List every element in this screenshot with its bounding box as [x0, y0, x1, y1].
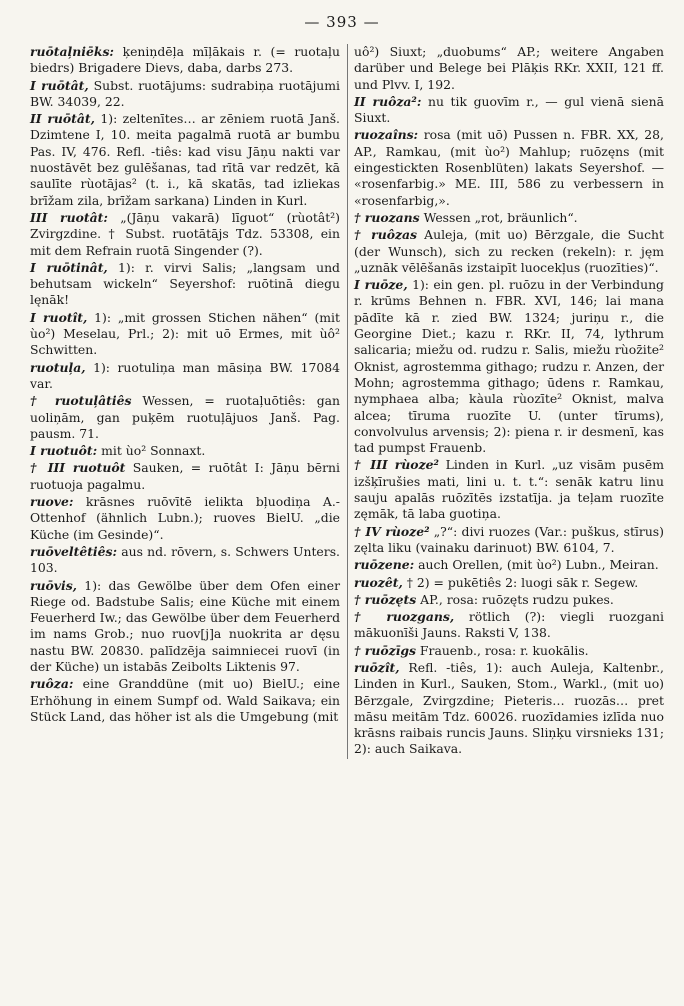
entry-headword: ruōzît,	[354, 659, 400, 675]
dictionary-entry	[354, 609, 664, 642]
entry-headword: † III ruotuôt	[30, 460, 126, 476]
entry-headword: I ruōtât,	[30, 77, 89, 93]
dictionary-entry	[354, 44, 664, 93]
entry-text: Linden in Kurl. „uz visām pusēm izšķīrušies mati, lini u. t. t.“: senāk katru linu sauju apalās ruōzītēs izstatīja. ja teļam ruozīte zęmāk, tā laba guotiņa.	[354, 457, 664, 522]
entry-text: Refl. -tiês, 1): auch Auleja, Kaltenbr., Linden in Kurl., Sauken, Stom., Warkl., (mit uo) Bērzgale, Zvirgzdine; Pieteris… ruozās… pret māsu meitām Tdz. 60026. ruozīdamies izlīda nuo krāsns raibais runcis Jauns. Sliņķu virsnieks 131; 2): auch Saikava.	[354, 659, 664, 757]
dictionary-entry	[354, 660, 664, 758]
entry-paragraph	[354, 557, 664, 573]
entry-text: eine Granddüne (mit uo) BielU.; eine Erhöhung in einem Sumpf od. Wald Saikava; ein Stück Land, das höher ist als die Umgebung (mit	[30, 676, 340, 724]
entry-headword: † IV rùoze²	[354, 523, 430, 539]
dictionary-entry	[30, 544, 340, 577]
entry-paragraph	[354, 609, 664, 642]
entry-headword: ruôza:	[30, 676, 74, 692]
dictionary-entry	[354, 592, 664, 608]
dictionary-entry	[354, 227, 664, 276]
entry-headword: † ruôzas	[354, 227, 418, 243]
entry-headword: ruove:	[30, 494, 74, 510]
entry-headword: † ruōzęts	[354, 591, 417, 607]
entry-text: auch Orellen, (mit ùo²) Lubn., Meiran.	[414, 557, 659, 573]
entry-paragraph	[30, 578, 340, 676]
entry-text: Wessen „rot, bräunlich“.	[419, 209, 578, 225]
entry-text: nu tik guovīm r., — gul vienā sienā Siuxt.	[354, 93, 664, 126]
entry-text: rosa (mit uō) Pussen n. FBR. XX, 28, AP., Ramkau, (mit ùo²) Mahlup; ruōzęns (mit eingestickten Rosenblüten) lakats Seyershof. — «rosenfarbig.» ME. III, 586 zu verbessern in «rosenfarbig,».	[354, 127, 664, 208]
dictionary-entry	[30, 494, 340, 543]
dictionary-entry	[354, 575, 664, 591]
entry-headword: † III rùoze²	[354, 457, 439, 473]
dictionary-entry	[30, 111, 340, 209]
dictionary-entry	[30, 310, 340, 359]
entry-paragraph	[354, 277, 664, 456]
entry-text: Frauenb., rosa: r. kuokālis.	[415, 642, 589, 658]
entry-headword: III ruotât:	[30, 209, 108, 225]
entry-headword: I ruōze,	[354, 277, 408, 293]
entry-headword: ruōzene:	[354, 557, 415, 573]
dictionary-entry	[30, 443, 340, 459]
entry-text: 1): r. virvi Salis; „langsam und behutsam wickeln“ Seyershof: ruōtinā diegu lęnāk!	[30, 259, 340, 308]
entry-text: uô²) Siuxt; „duobums“ AP.; weitere Angaben darüber und Belege bei Plāķis RKr. XXII, 121 ff. und Plvv. I, 192.	[354, 44, 664, 92]
entry-headword: ruōtaļniēks:	[30, 44, 114, 59]
entry-paragraph	[30, 210, 340, 259]
dictionary-entry	[354, 277, 664, 456]
entry-headword: I ruotuôt:	[30, 443, 98, 459]
entry-paragraph	[30, 676, 340, 725]
dictionary-entry	[30, 393, 340, 442]
entry-paragraph	[354, 227, 664, 276]
entry-headword: II ruôza²:	[354, 93, 422, 109]
entry-paragraph	[354, 575, 664, 591]
dictionary-entry	[354, 643, 664, 659]
entry-paragraph	[30, 260, 340, 309]
entry-text: „?“: divi ruozes (Var.: puškus, stīrus) zęlta liku (vainaku darinuot) BW. 6104, 7.	[354, 523, 664, 555]
entry-headword: ruōveltêtiês:	[30, 543, 118, 559]
entry-paragraph	[30, 78, 340, 111]
right-column	[354, 44, 664, 759]
entry-headword: † ruozgans,	[354, 609, 455, 625]
entry-paragraph	[30, 44, 340, 77]
entry-text: Auleja, (mit uo) Bērzgale, die Sucht (der Wunsch), sich zu recken (rekeln): r. jęm „uznāk vēlēšanās izstaipīt luocekļus (ruozīties)“.	[354, 227, 664, 275]
entry-text: † 2) = pukētiês 2: luogi sāk r. Segew.	[402, 574, 639, 590]
entry-paragraph	[30, 544, 340, 577]
entry-text: rötlich (?): viegli ruozgani mākuonīši Jauns. Raksti V, 138.	[354, 609, 664, 641]
entry-paragraph	[354, 457, 664, 522]
left-column	[30, 44, 340, 759]
entry-headword: I ruotît,	[30, 309, 88, 325]
entry-text: Subst. ruotājums: sudrabiņa ruotājumi BW. 34039, 22.	[30, 77, 340, 109]
entry-paragraph	[354, 592, 664, 608]
entry-paragraph	[30, 310, 340, 359]
entry-paragraph	[354, 643, 664, 659]
page-number: — 393 —	[304, 13, 380, 31]
dictionary-entry	[354, 524, 664, 557]
two-column-body	[30, 44, 664, 759]
entry-paragraph	[354, 210, 664, 226]
entry-text: 1): das Gewölbe über dem Ofen einer Riege od. Badstube Salis; eine Küche mit einem Feuerherd Iw.; das Gewölbe über dem Feuerherd im nams Grob.; nuo ruov[j]a nuokrita ar dęsu nastu BW. 20830. palīdzēja saimniecei ruovī (in der Küche) un istabās Zeibolts Liktenis 97.	[30, 577, 340, 674]
entry-text: „(Jāņu vakarā) līguot“ (rùotât²) Zvirgzdine. † Subst. ruotātājs Tdz. 53308, ein mit dem Refrain ruotā Singender (?).	[30, 209, 340, 258]
dictionary-entry	[30, 44, 340, 77]
dictionary-entry	[354, 94, 664, 127]
entry-paragraph	[354, 660, 664, 758]
entry-headword: ruozaîns:	[354, 127, 419, 143]
entry-paragraph	[354, 127, 664, 208]
dictionary-entry	[30, 360, 340, 393]
dictionary-entry	[354, 127, 664, 208]
entry-paragraph	[354, 94, 664, 127]
dictionary-entry	[354, 557, 664, 573]
entry-paragraph	[30, 443, 340, 459]
entry-paragraph	[30, 360, 340, 393]
entry-text: ķeniņdēļa mīļākais r. (= ruotaļu biedrs) Brigadere Dievs, daba, darbs 273.	[30, 44, 340, 76]
dictionary-entry	[30, 210, 340, 259]
entry-text: mit ùo² Sonnaxt.	[97, 443, 206, 459]
entry-paragraph	[30, 393, 340, 442]
entry-text: Wessen, = ruotaļuōtiês: gan uoliņām, gan puķēm ruotuļājuos Janš. Pag. pausm. 71.	[30, 393, 340, 441]
entry-text: AP., rosa: ruōzęts rudzu pukes.	[416, 591, 614, 607]
entry-headword: ruōvis,	[30, 577, 77, 593]
dictionary-entry	[30, 260, 340, 309]
dictionary-entry	[30, 578, 340, 676]
entry-text: 1): zeltenītes… ar zēniem ruotā Janš. Dzimtene I, 10. meita pagalmā ruotā ar bumbu Pas. IV, 476. Refl. -tiês: kad visu Jāņu nakti var nuostāvēt bez gulēšanas, tad rītā var redzēt, kā saulīte rùotājas² (t. i., kā skatās, tad izliekas brīžam zila, brīžam sarkana) Linden in Kurl.	[30, 111, 340, 208]
entry-paragraph	[354, 524, 664, 557]
entry-paragraph	[30, 460, 340, 493]
entry-paragraph	[354, 44, 664, 93]
entry-text: 1): ruotuliņa man māsiņa BW. 17084 var.	[30, 359, 340, 391]
entry-headword: † ruozans	[354, 209, 420, 225]
entry-text: Sauken, = ruōtât I: Jāņu bērni ruotuoja pagalmu.	[30, 460, 340, 492]
entry-paragraph	[30, 111, 340, 209]
entry-headword: II ruōtât,	[30, 111, 95, 127]
dictionary-entry	[30, 460, 340, 493]
entry-headword: † ruotuļâtiês	[30, 393, 132, 409]
dictionary-entry	[30, 676, 340, 725]
entry-paragraph	[30, 494, 340, 543]
column-divider	[347, 44, 348, 759]
entry-text: aus nd. rōvern, s. Schwers Unters. 103.	[30, 543, 340, 576]
entry-text: krāsnes ruōvītē ielikta bļuodiņa A.-Ottenhof (ähnlich Lubn.); ruoves BielU. „die Küche (im Gesinde)“.	[30, 494, 340, 542]
entry-headword: ruotuļa,	[30, 359, 86, 375]
dictionary-entry	[354, 457, 664, 522]
dictionary-entry	[354, 210, 664, 226]
entry-text: 1): ein gen. pl. ruōzu in der Verbindung r. krūms Behnen n. FBR. XVI, 146; lai mana pādīte kā r. zied BW. 1324; juriņu r., die Georgine Diet.; kazu r. RKr. II, 74, lythrum salicaria; miežu od. rudzu r. Salis, miežu rùoz̄ite² Oknist, agrostemma githago; rudzu r. Anzen, der Mohn; agrostemma githago; ūdens r. Ramkau, nymphaea alba; kàula rùozīte² Oknist, malva alcea; tīruma ruozīte U. (unter tīrums), convolvulus arvensis; 2): piena r. ir desmenī, kas tad pumpst Frauenb.	[354, 277, 664, 456]
entry-headword: † ruōzīgs	[354, 642, 416, 658]
entry-headword: ruozêt,	[354, 574, 403, 590]
entry-text: 1): „mit grossen Stichen nähen“ (mit ùo²) Meselau, Prl.; 2): mit uō Ermes, mit ùô² Schwitten.	[30, 309, 340, 358]
dictionary-entry	[30, 78, 340, 111]
entry-headword: I ruōtinât,	[30, 259, 108, 275]
